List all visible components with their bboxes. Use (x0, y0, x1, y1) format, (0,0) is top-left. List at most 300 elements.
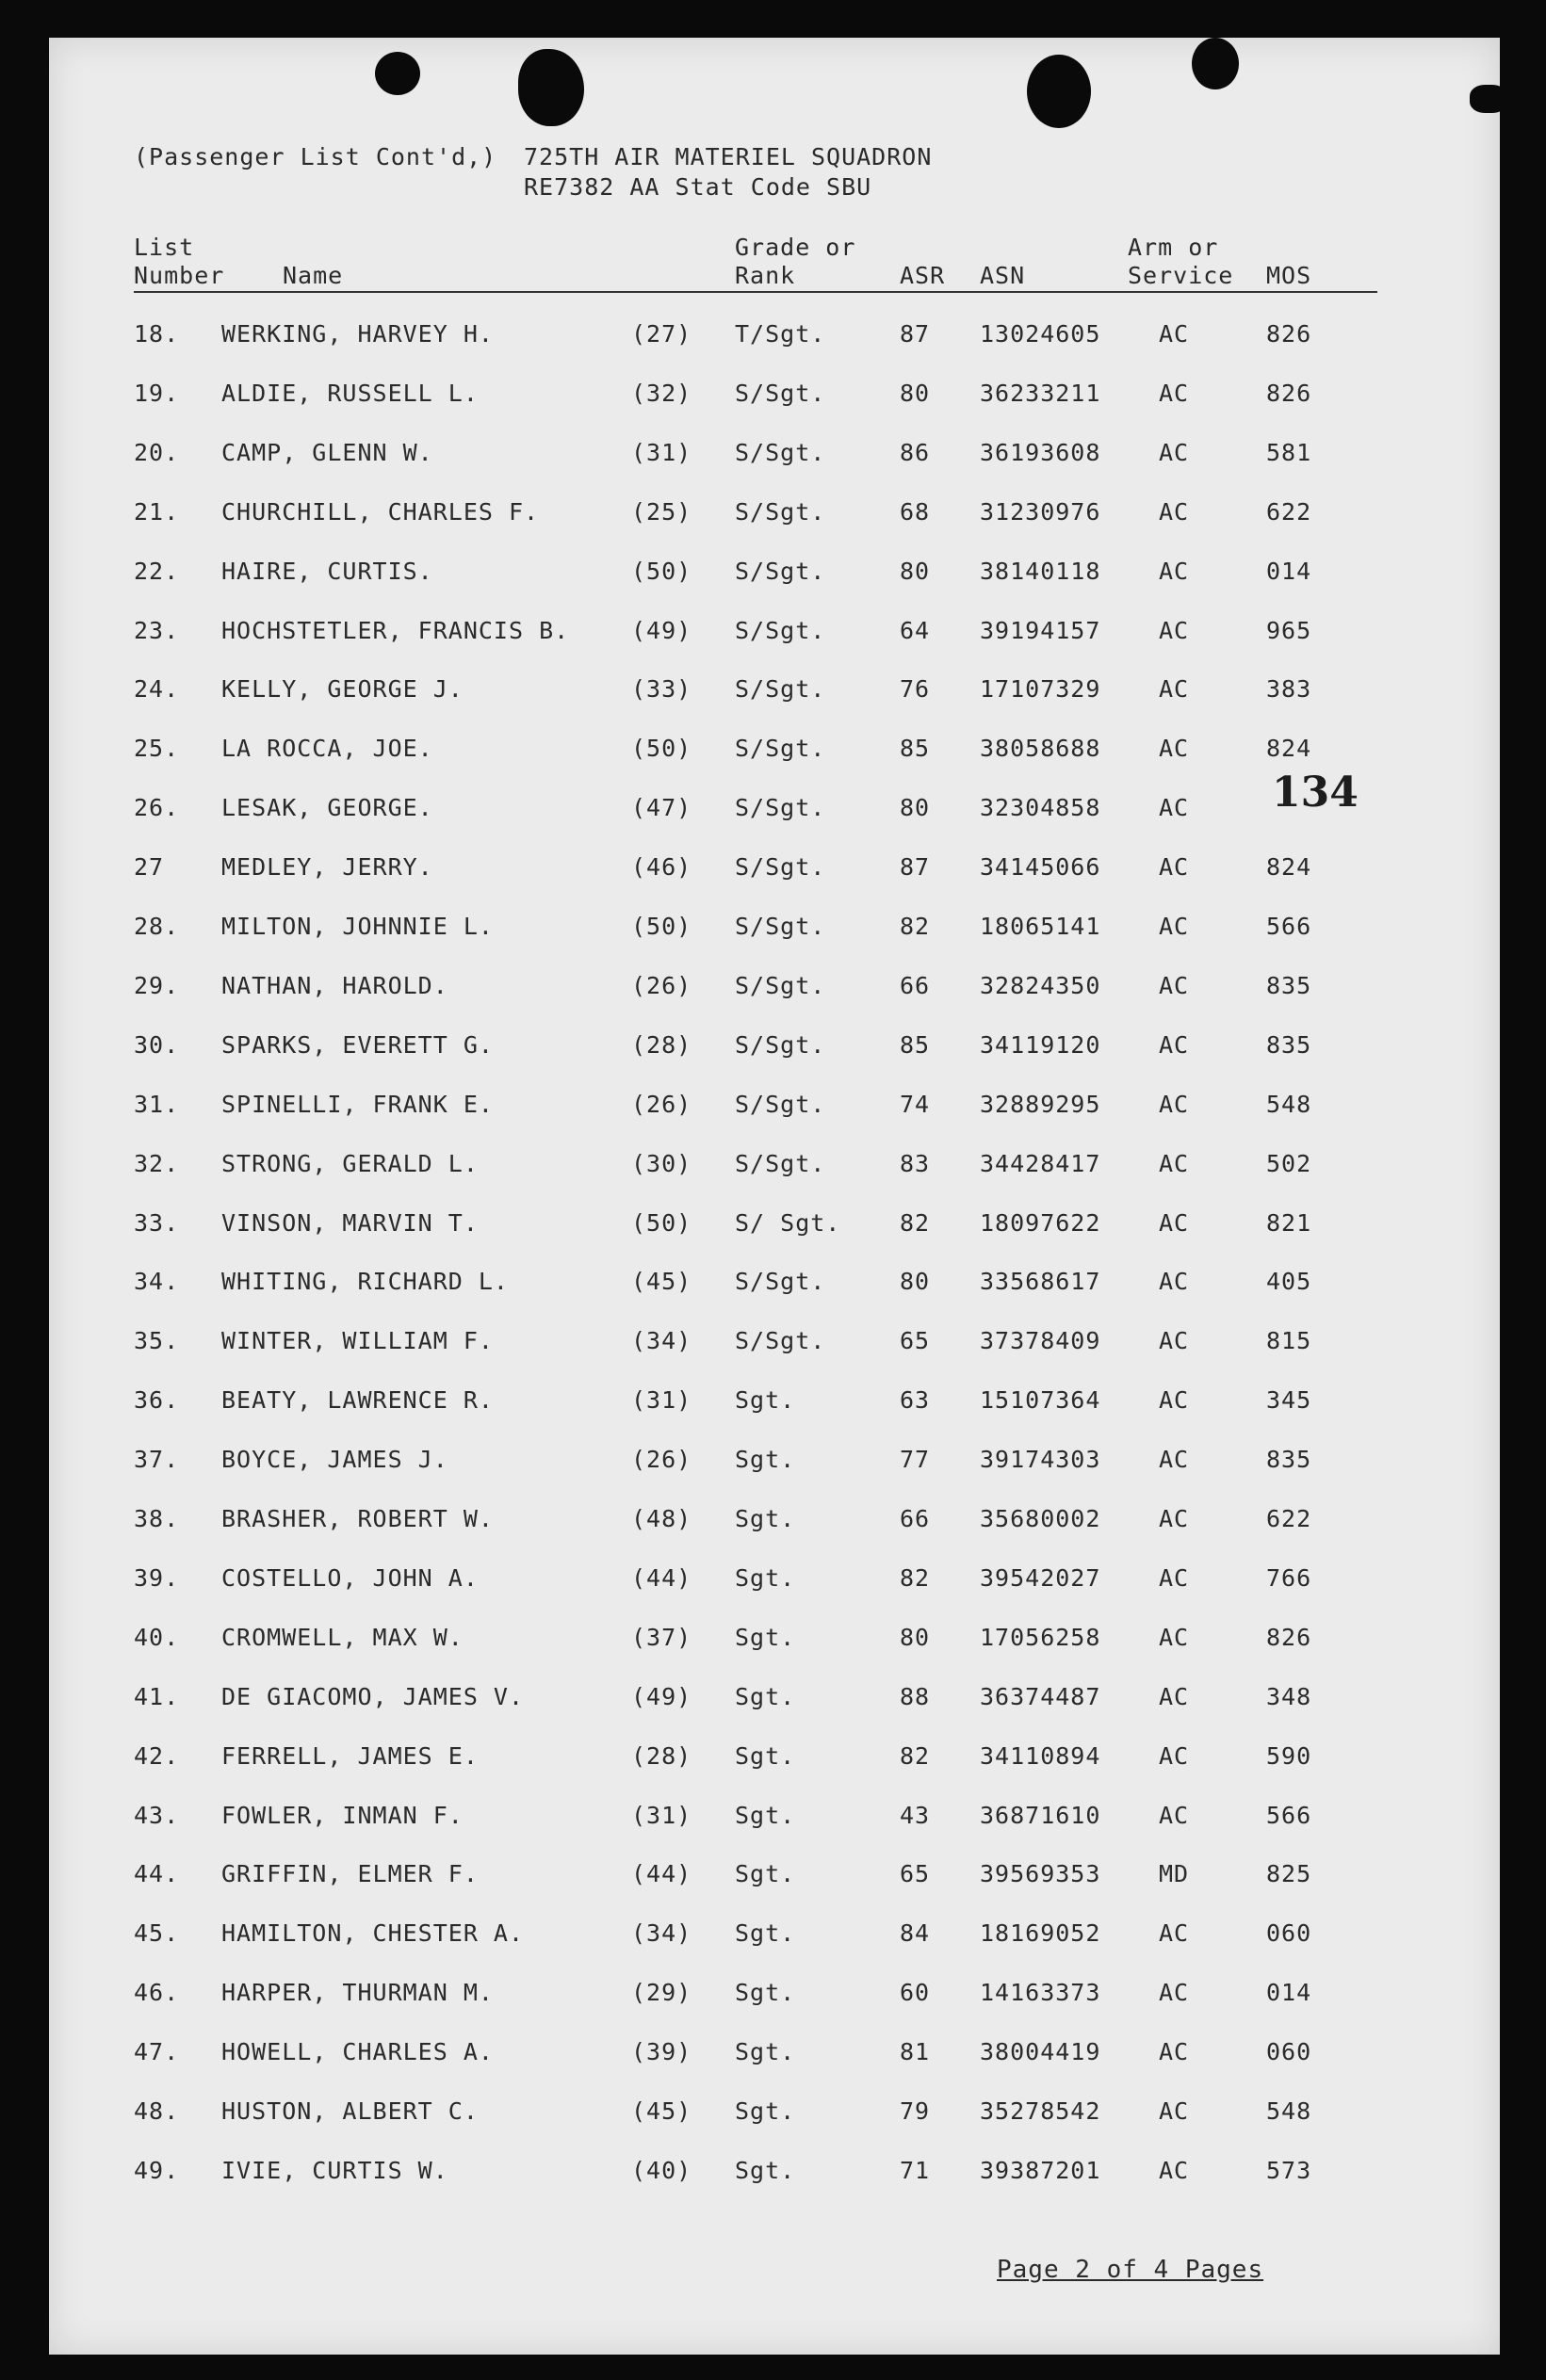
punch-hole (518, 49, 584, 126)
table-row (0, 675, 1546, 713)
age: (50) (631, 1208, 692, 1237)
asr: 83 (900, 1149, 931, 1177)
mos: 014 (1266, 557, 1312, 585)
grade-rank: S/Sgt. (735, 794, 826, 822)
list-number: 24. (134, 675, 180, 704)
age: (28) (631, 1741, 692, 1770)
grade-rank: Sgt. (735, 2156, 796, 2184)
mos: 581 (1266, 438, 1312, 466)
asr: 84 (900, 1919, 931, 1948)
age: (27) (631, 320, 692, 348)
arm-service: AC (1159, 1563, 1190, 1592)
list-number: 34. (134, 1268, 180, 1296)
table-row (0, 1446, 1546, 1483)
grade-rank: S/Sgt. (735, 1030, 826, 1059)
mos: 826 (1266, 1623, 1312, 1651)
page-tear (1470, 85, 1507, 113)
age: (32) (631, 379, 692, 407)
asn: 39542027 (980, 1563, 1101, 1592)
arm-service: AC (1159, 1741, 1190, 1770)
age: (31) (631, 1801, 692, 1829)
mos: 835 (1266, 1446, 1312, 1474)
arm-service: AC (1159, 913, 1190, 940)
passenger-name: SPINELLI, FRANK E. (221, 1090, 494, 1118)
arm-service: AC (1159, 1208, 1190, 1237)
arm-service: AC (1159, 2038, 1190, 2066)
arm-service: AC (1159, 1919, 1190, 1948)
passenger-name: NATHAN, HAROLD. (221, 971, 448, 999)
asr: 76 (900, 675, 931, 704)
age: (47) (631, 794, 692, 822)
passenger-name: STRONG, GERALD L. (221, 1149, 479, 1177)
table-row (0, 1802, 1546, 1839)
asn: 18097622 (980, 1208, 1101, 1237)
arm-service: MD (1159, 1860, 1190, 1888)
grade-rank: Sgt. (735, 1682, 796, 1710)
col-list-number-top: List (134, 234, 195, 261)
age: (48) (631, 1505, 692, 1532)
table-row (0, 1209, 1546, 1247)
asn: 33568617 (980, 1268, 1101, 1296)
grade-rank: S/Sgt. (735, 853, 826, 882)
col-arm-top: Arm or (1128, 234, 1219, 261)
passenger-name: LA ROCCA, JOE. (221, 735, 433, 763)
asn: 18065141 (980, 913, 1101, 940)
list-number: 40. (134, 1623, 180, 1651)
age: (40) (631, 2156, 692, 2184)
asn: 32304858 (980, 794, 1101, 822)
age: (31) (631, 1386, 692, 1415)
table-row (0, 2038, 1546, 2076)
header-passenger-list: (Passenger List Cont'd,) (134, 143, 497, 170)
list-number: 43. (134, 1801, 180, 1829)
asr: 80 (900, 557, 931, 585)
passenger-name: KELLY, GEORGE J. (221, 675, 464, 704)
mos: 766 (1266, 1563, 1312, 1592)
asr: 80 (900, 1268, 931, 1296)
mos: 821 (1266, 1208, 1312, 1237)
table-row (0, 1505, 1546, 1543)
arm-service: AC (1159, 320, 1190, 348)
asn: 34110894 (980, 1741, 1101, 1770)
age: (33) (631, 675, 692, 704)
asr: 68 (900, 497, 931, 526)
list-number: 23. (134, 616, 180, 644)
table-row (0, 853, 1546, 891)
grade-rank: Sgt. (735, 1860, 796, 1888)
asn: 31230976 (980, 497, 1101, 526)
passenger-name: FERRELL, JAMES E. (221, 1741, 479, 1770)
header-stat-code: RE7382 AA Stat Code SBU (524, 173, 872, 201)
passenger-name: HAMILTON, CHESTER A. (221, 1919, 525, 1948)
grade-rank: Sgt. (735, 1505, 796, 1532)
asn: 37378409 (980, 1327, 1101, 1355)
asr: 77 (900, 1446, 931, 1474)
grade-rank: Sgt. (735, 2038, 796, 2066)
punch-hole (1027, 55, 1091, 128)
arm-service: AC (1159, 1979, 1190, 2007)
mos: 826 (1266, 379, 1312, 407)
age: (49) (631, 1682, 692, 1710)
mos: 548 (1266, 1090, 1312, 1118)
arm-service: AC (1159, 1090, 1190, 1118)
list-number: 45. (134, 1919, 180, 1948)
asn: 36374487 (980, 1682, 1101, 1710)
grade-rank: S/Sgt. (735, 675, 826, 704)
asn: 15107364 (980, 1386, 1101, 1415)
mos: 965 (1266, 616, 1312, 644)
grade-rank: S/Sgt. (735, 1268, 826, 1296)
mos: 348 (1266, 1682, 1312, 1710)
passenger-name: HUSTON, ALBERT C. (221, 2097, 479, 2125)
list-number: 19. (134, 379, 180, 407)
age: (25) (631, 497, 692, 526)
passenger-name: MILTON, JOHNNIE L. (221, 913, 494, 940)
age: (30) (631, 1149, 692, 1177)
arm-service: AC (1159, 1682, 1190, 1710)
asr: 80 (900, 794, 931, 822)
table-row (0, 617, 1546, 655)
asn: 35278542 (980, 2097, 1101, 2125)
grade-rank: S/Sgt. (735, 1090, 826, 1118)
table-row (0, 1386, 1546, 1424)
grade-rank: Sgt. (735, 1386, 796, 1415)
asn: 36871610 (980, 1801, 1101, 1829)
age: (50) (631, 735, 692, 763)
grade-rank: Sgt. (735, 1979, 796, 2007)
passenger-name: CAMP, GLENN W. (221, 438, 433, 466)
passenger-name: HARPER, THURMAN M. (221, 1979, 494, 2007)
asr: 63 (900, 1386, 931, 1415)
asr: 82 (900, 913, 931, 940)
asn: 38004419 (980, 2038, 1101, 2066)
col-arm-bottom: Service (1128, 262, 1234, 289)
table-row (0, 1327, 1546, 1365)
table-row (0, 320, 1546, 358)
age: (37) (631, 1623, 692, 1651)
age: (28) (631, 1030, 692, 1059)
asn: 39387201 (980, 2156, 1101, 2184)
age: (26) (631, 1090, 692, 1118)
list-number: 44. (134, 1860, 180, 1888)
mos: 405 (1266, 1268, 1312, 1296)
arm-service: AC (1159, 1801, 1190, 1829)
age: (26) (631, 1446, 692, 1474)
mos: 548 (1266, 2097, 1312, 2125)
asr: 64 (900, 616, 931, 644)
arm-service: AC (1159, 735, 1190, 763)
table-row (0, 913, 1546, 950)
arm-service: AC (1159, 1623, 1190, 1651)
list-number: 38. (134, 1505, 180, 1532)
col-name: Name (283, 262, 344, 289)
passenger-name: ALDIE, RUSSELL L. (221, 379, 479, 407)
list-number: 18. (134, 320, 180, 348)
age: (26) (631, 971, 692, 999)
table-row (0, 972, 1546, 1010)
list-number: 31. (134, 1090, 180, 1118)
arm-service: AC (1159, 1268, 1190, 1296)
list-number: 26. (134, 794, 180, 822)
asr: 66 (900, 971, 931, 999)
table-row (0, 735, 1546, 772)
arm-service: AC (1159, 616, 1190, 644)
mos: 014 (1266, 1979, 1312, 2007)
list-number: 39. (134, 1563, 180, 1592)
table-row (0, 1564, 1546, 1602)
page-footer: Page 2 of 4 Pages (997, 2256, 1264, 2284)
table-row (0, 1624, 1546, 1661)
arm-service: AC (1159, 1386, 1190, 1415)
asn: 39194157 (980, 616, 1101, 644)
table-row (0, 498, 1546, 536)
arm-service: AC (1159, 853, 1190, 882)
asr: 82 (900, 1208, 931, 1237)
grade-rank: S/Sgt. (735, 438, 826, 466)
list-number: 20. (134, 438, 180, 466)
asr: 71 (900, 2156, 931, 2184)
mos: 622 (1266, 1505, 1312, 1532)
list-number: 48. (134, 2097, 180, 2125)
passenger-name: BOYCE, JAMES J. (221, 1446, 448, 1474)
arm-service: AC (1159, 1030, 1190, 1059)
mos: 573 (1266, 2156, 1312, 2184)
asr: 88 (900, 1682, 931, 1710)
table-row (0, 558, 1546, 595)
asr: 66 (900, 1505, 931, 1532)
punch-hole (375, 52, 420, 95)
table-row (0, 1031, 1546, 1069)
mos: 566 (1266, 1801, 1312, 1829)
grade-rank: S/ Sgt. (735, 1208, 841, 1237)
list-number: 25. (134, 735, 180, 763)
grade-rank: T/Sgt. (735, 320, 826, 348)
asn: 34428417 (980, 1149, 1101, 1177)
table-row (0, 1268, 1546, 1305)
table-row (0, 1150, 1546, 1188)
mos: 060 (1266, 2038, 1312, 2066)
grade-rank: S/Sgt. (735, 379, 826, 407)
age: (44) (631, 1860, 692, 1888)
asr: 60 (900, 1979, 931, 2007)
page-stamp-number: 134 (1272, 769, 1359, 817)
grade-rank: S/Sgt. (735, 1327, 826, 1355)
age: (49) (631, 616, 692, 644)
passenger-name: WHITING, RICHARD L. (221, 1268, 509, 1296)
age: (34) (631, 1919, 692, 1948)
arm-service: AC (1159, 2097, 1190, 2125)
mos: 345 (1266, 1386, 1312, 1415)
asn: 38140118 (980, 557, 1101, 585)
asn: 32824350 (980, 971, 1101, 999)
arm-service: AC (1159, 379, 1190, 407)
asr: 43 (900, 1801, 931, 1829)
asn: 13024605 (980, 320, 1101, 348)
asn: 36233211 (980, 379, 1101, 407)
table-row (0, 380, 1546, 417)
mos: 815 (1266, 1327, 1312, 1355)
table-row (0, 1683, 1546, 1721)
arm-service: AC (1159, 1149, 1190, 1177)
list-number: 49. (134, 2156, 180, 2184)
passenger-name: GRIFFIN, ELMER F. (221, 1860, 479, 1888)
asn: 34145066 (980, 853, 1101, 882)
list-number: 28. (134, 913, 180, 940)
mos: 835 (1266, 1030, 1312, 1059)
list-number: 35. (134, 1327, 180, 1355)
asn: 39174303 (980, 1446, 1101, 1474)
grade-rank: S/Sgt. (735, 971, 826, 999)
age: (45) (631, 2097, 692, 2125)
passenger-name: VINSON, MARVIN T. (221, 1208, 479, 1237)
list-number: 33. (134, 1208, 180, 1237)
mos: 060 (1266, 1919, 1312, 1948)
arm-service: AC (1159, 438, 1190, 466)
table-row (0, 1860, 1546, 1898)
arm-service: AC (1159, 971, 1190, 999)
col-asr: ASR (900, 262, 946, 289)
list-number: 30. (134, 1030, 180, 1059)
age: (39) (631, 2038, 692, 2066)
asr: 80 (900, 379, 931, 407)
table-row (0, 1919, 1546, 1957)
list-number: 37. (134, 1446, 180, 1474)
list-number: 32. (134, 1149, 180, 1177)
asr: 86 (900, 438, 931, 466)
grade-rank: Sgt. (735, 1446, 796, 1474)
col-grade-bottom: Rank (735, 262, 796, 289)
table-row (0, 1742, 1546, 1780)
passenger-name: IVIE, CURTIS W. (221, 2156, 448, 2184)
list-number: 36. (134, 1386, 180, 1415)
punch-hole (1192, 38, 1239, 89)
mos: 566 (1266, 913, 1312, 940)
age: (44) (631, 1563, 692, 1592)
asn: 17056258 (980, 1623, 1101, 1651)
arm-service: AC (1159, 2156, 1190, 2184)
asr: 65 (900, 1327, 931, 1355)
mos: 383 (1266, 675, 1312, 704)
asr: 79 (900, 2097, 931, 2125)
passenger-name: HOCHSTETLER, FRANCIS B. (221, 616, 570, 644)
grade-rank: Sgt. (735, 1919, 796, 1948)
passenger-name: CHURCHILL, CHARLES F. (221, 497, 540, 526)
grade-rank: Sgt. (735, 2097, 796, 2125)
grade-rank: Sgt. (735, 1741, 796, 1770)
mos: 824 (1266, 735, 1312, 763)
age: (29) (631, 1979, 692, 2007)
age: (34) (631, 1327, 692, 1355)
arm-service: AC (1159, 1446, 1190, 1474)
passenger-name: WINTER, WILLIAM F. (221, 1327, 494, 1355)
table-row (0, 439, 1546, 477)
grade-rank: Sgt. (735, 1563, 796, 1592)
table-row (0, 2097, 1546, 2135)
col-mos: MOS (1266, 262, 1312, 289)
list-number: 29. (134, 971, 180, 999)
list-number: 42. (134, 1741, 180, 1770)
passenger-name: WERKING, HARVEY H. (221, 320, 494, 348)
asn: 32889295 (980, 1090, 1101, 1118)
passenger-name: DE GIACOMO, JAMES V. (221, 1682, 525, 1710)
passenger-name: MEDLEY, JERRY. (221, 853, 433, 882)
mos: 825 (1266, 1860, 1312, 1888)
asn: 38058688 (980, 735, 1101, 763)
arm-service: AC (1159, 794, 1190, 822)
asr: 87 (900, 320, 931, 348)
list-number: 27 (134, 853, 165, 882)
arm-service: AC (1159, 675, 1190, 704)
asn: 39569353 (980, 1860, 1101, 1888)
passenger-name: CROMWELL, MAX W. (221, 1623, 464, 1651)
passenger-name: LESAK, GEORGE. (221, 794, 433, 822)
asn: 35680002 (980, 1505, 1101, 1532)
asr: 81 (900, 2038, 931, 2066)
grade-rank: S/Sgt. (735, 1149, 826, 1177)
grade-rank: S/Sgt. (735, 497, 826, 526)
list-number: 41. (134, 1682, 180, 1710)
list-number: 46. (134, 1979, 180, 2007)
asr: 80 (900, 1623, 931, 1651)
asn: 17107329 (980, 675, 1101, 704)
table-row (0, 1091, 1546, 1128)
asn: 34119120 (980, 1030, 1101, 1059)
age: (45) (631, 1268, 692, 1296)
list-number: 21. (134, 497, 180, 526)
passenger-name: BRASHER, ROBERT W. (221, 1505, 494, 1532)
passenger-name: FOWLER, INMAN F. (221, 1801, 464, 1829)
mos: 824 (1266, 853, 1312, 882)
passenger-name: BEATY, LAWRENCE R. (221, 1386, 494, 1415)
col-grade-top: Grade or (735, 234, 856, 261)
grade-rank: S/Sgt. (735, 735, 826, 763)
asr: 82 (900, 1741, 931, 1770)
arm-service: AC (1159, 1327, 1190, 1355)
asr: 82 (900, 1563, 931, 1592)
passenger-name: HAIRE, CURTIS. (221, 557, 433, 585)
asr: 85 (900, 1030, 931, 1059)
list-number: 47. (134, 2038, 180, 2066)
mos: 826 (1266, 320, 1312, 348)
grade-rank: Sgt. (735, 1623, 796, 1651)
age: (46) (631, 853, 692, 882)
mos: 502 (1266, 1149, 1312, 1177)
table-row (0, 1979, 1546, 2016)
mos: 590 (1266, 1741, 1312, 1770)
header-rule (134, 291, 1377, 293)
asr: 85 (900, 735, 931, 763)
passenger-name: COSTELLO, JOHN A. (221, 1563, 479, 1592)
asr: 87 (900, 853, 931, 882)
arm-service: AC (1159, 1505, 1190, 1532)
asn: 36193608 (980, 438, 1101, 466)
header-squadron: 725TH AIR MATERIEL SQUADRON (524, 143, 933, 170)
table-row (0, 2157, 1546, 2194)
grade-rank: S/Sgt. (735, 616, 826, 644)
age: (31) (631, 438, 692, 466)
mos: 835 (1266, 971, 1312, 999)
arm-service: AC (1159, 557, 1190, 585)
age: (50) (631, 913, 692, 940)
grade-rank: S/Sgt. (735, 557, 826, 585)
arm-service: AC (1159, 497, 1190, 526)
asr: 74 (900, 1090, 931, 1118)
age: (50) (631, 557, 692, 585)
list-number: 22. (134, 557, 180, 585)
passenger-name: HOWELL, CHARLES A. (221, 2038, 494, 2066)
asn: 18169052 (980, 1919, 1101, 1948)
mos: 622 (1266, 497, 1312, 526)
